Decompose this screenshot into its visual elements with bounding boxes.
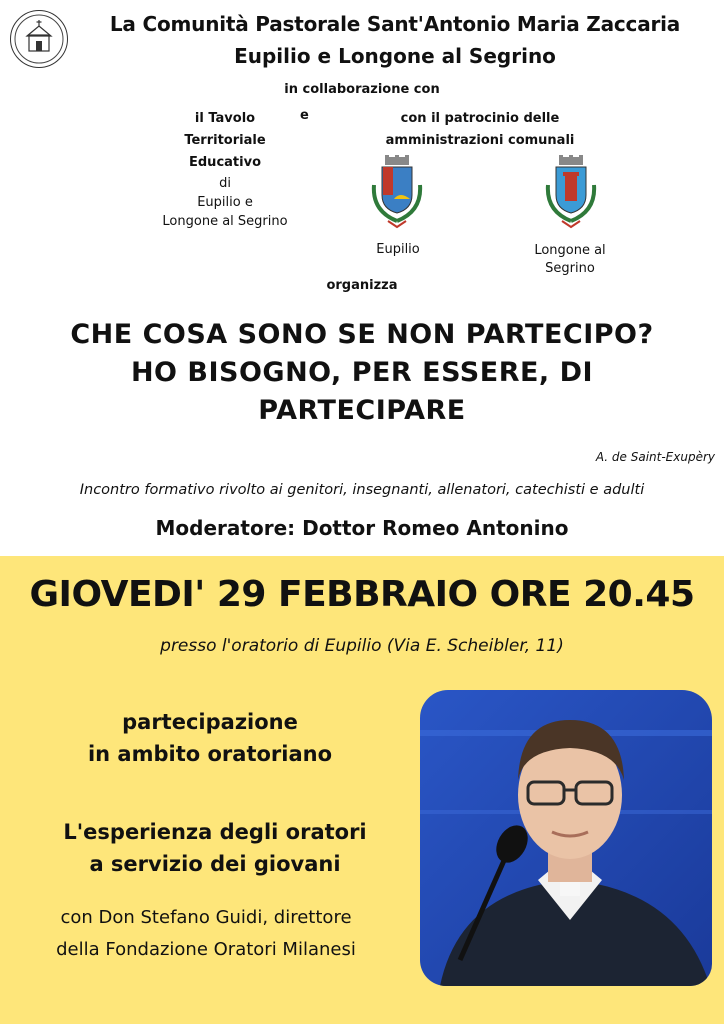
moderator-text: Moderatore: Dottor Romeo Antonino xyxy=(155,516,569,540)
tavolo-line: Longone al Segrino xyxy=(162,214,288,229)
main-title-line: HO BISOGNO, PER ESSERE, DI xyxy=(130,357,594,388)
tavolo-line: Territoriale xyxy=(184,133,266,148)
tavolo-line: Eupilio e xyxy=(197,195,253,210)
tavolo-line: Educativo xyxy=(189,155,261,170)
longone-crest-icon xyxy=(544,155,598,229)
town-longone-line: Segrino xyxy=(545,261,595,276)
topic-line: a servizio dei giovani xyxy=(89,852,341,876)
town-eupilio: Eupilio xyxy=(376,242,420,257)
organizza-text: organizza xyxy=(326,278,398,293)
speaker-photo xyxy=(420,690,712,986)
tavolo-line: di xyxy=(219,176,231,191)
header-title: La Comunità Pastorale Sant'Antonio Maria Zaccaria xyxy=(109,12,681,36)
eupilio-crest-icon xyxy=(370,155,424,229)
main-title xyxy=(20,316,704,430)
speaker-info xyxy=(6,902,406,966)
speaker-line: della Fondazione Oratori Milanesi xyxy=(56,939,356,960)
event-place: presso l'oratorio di Eupilio (Via E. Scheibler, 11) xyxy=(160,636,564,656)
speaker-line: con Don Stefano Guidi, direttore xyxy=(60,907,352,928)
town-longone xyxy=(520,242,620,278)
topic-line: L'esperienza degli oratori xyxy=(63,820,367,844)
main-title-line: CHE COSA SONO SE NON PARTECIPO? xyxy=(70,319,654,350)
tavolo-block xyxy=(140,108,310,231)
patronage-block xyxy=(360,108,600,152)
header-subtitle: Eupilio e Longone al Segrino xyxy=(234,44,556,68)
event-date: GIOVEDI' 29 FEBBRAIO ORE 20.45 xyxy=(29,574,695,615)
audience-text: Incontro formativo rivolto ai genitori, insegnanti, allenatori, catechisti e adulti xyxy=(79,482,645,498)
patronage-line: con il patrocinio delle xyxy=(400,111,560,126)
main-title-line: PARTECIPARE xyxy=(258,395,466,426)
speaker-portrait-icon xyxy=(420,690,712,986)
tavolo-line: il Tavolo xyxy=(194,111,256,126)
church-logo-icon xyxy=(11,11,67,67)
topic-1 xyxy=(20,706,400,770)
collaboration-text: in collaborazione con xyxy=(284,82,440,97)
topic-line: in ambito oratoriano xyxy=(87,742,333,766)
topic-2 xyxy=(20,816,410,880)
town-longone-line: Longone al xyxy=(534,243,606,258)
quote-author: A. de Saint-Exupèry xyxy=(595,450,715,464)
patronage-line: amministrazioni comunali xyxy=(385,133,575,148)
conjunction: e xyxy=(300,108,309,123)
parish-logo xyxy=(10,10,68,68)
topic-line: partecipazione xyxy=(122,710,298,734)
